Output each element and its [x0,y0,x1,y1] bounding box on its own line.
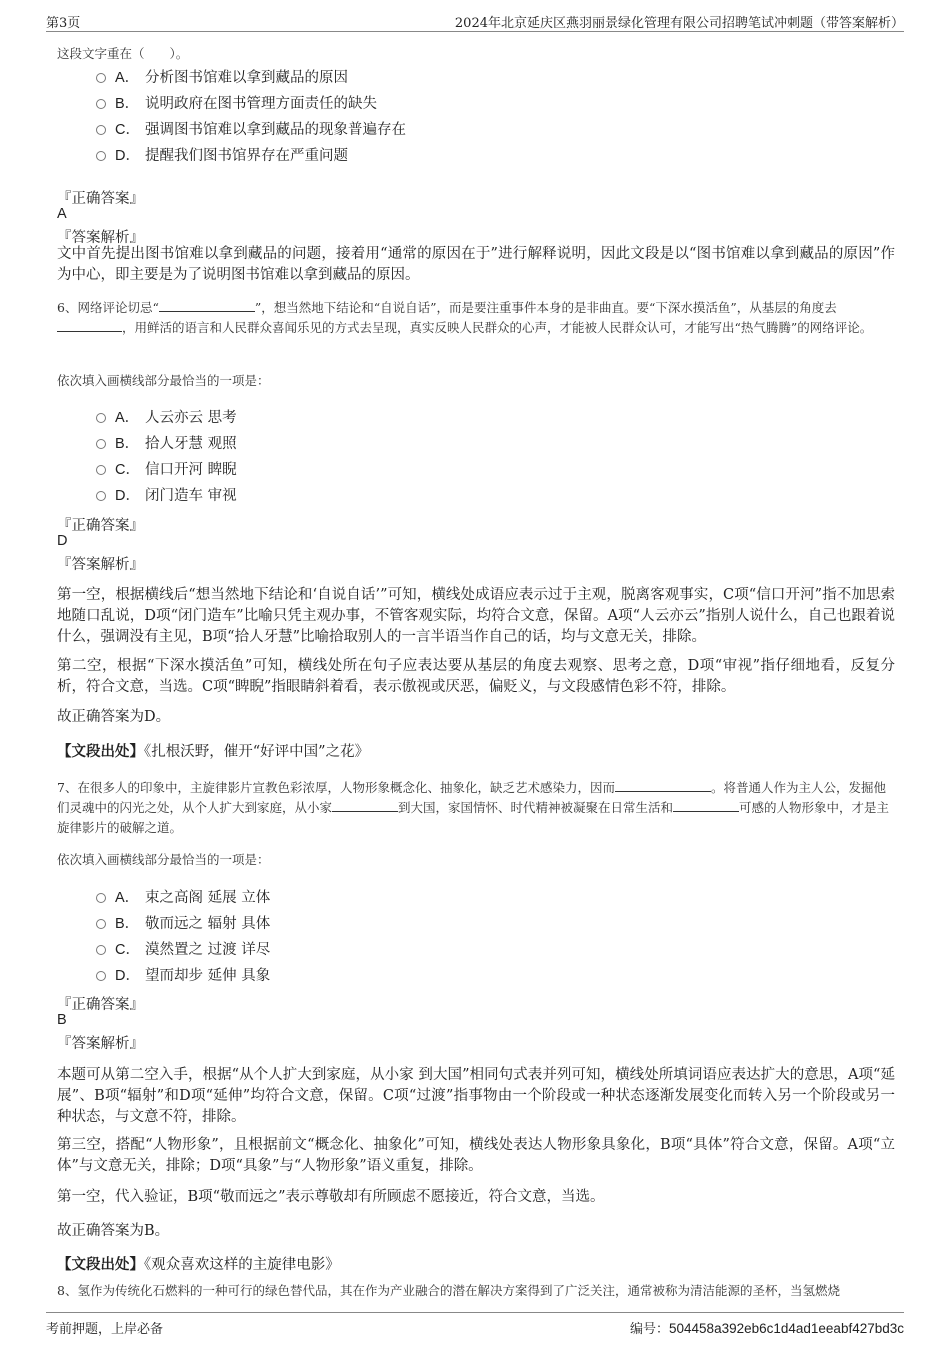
option-letter: B． [115,435,140,452]
q6-stem-part1: 6、网络评论切忌“ [57,300,159,315]
q7-analysis-p3: 第一空，代入验证，B项“敬而远之”表示尊敬却有所顾虑不愿接近，符合文意，当选。 [57,1189,605,1205]
q7-answer-label: 『正确答案』 [57,997,144,1013]
q7-option-b[interactable] [96,911,270,933]
footer-code [630,1318,904,1337]
code-label: 编号： [630,1322,670,1337]
q7-option-c[interactable] [96,937,270,959]
q7-analysis-label: 『答案解析』 [57,1036,144,1052]
source-label: 【文段出处】 [57,1256,144,1273]
q6-conclusion: 故正确答案为D。 [57,709,171,725]
footer-slogan: 考前押题，上岸必备 [46,1322,164,1337]
q6-stem-part2: ”，想当然地下结论和“自说自话”，而是要注重事件本身的是非曲直。要“下深水摸活鱼”，从基层的角度去 [254,300,837,315]
q5-answer-label: 『正确答案』 [57,191,144,207]
q6-analysis-p1: 第一空，根据横线后“想当然地下结论和‘自说自话’”可知，横线处成语应表示过于主观，脱离客观事实，C项“信口开河”指不加思索地随口乱说，D项“闭门造车”比喻只凭主观办事，不管客观实际，均符合文意，保留。A项“人云亦云”指别人说什么，自己也跟着说什么，强调没有主见，B项“拾人牙慧”比喻拾取别人的一言半语当作自己的话，均与文意无关，排除。 [57,587,895,645]
q7-prompt: 依次填入画横线部分最恰当的一项是： [57,852,270,867]
option-text: 强调图书馆难以拿到藏品的现象普遍存在 [145,121,406,138]
option-text: 闭门造车 审视 [145,487,237,504]
radio-icon[interactable] [96,919,106,929]
q7-blank-2 [332,798,398,812]
q7-conclusion: 故正确答案为B。 [57,1223,170,1239]
q7-source [57,1254,895,1276]
q5-option-d[interactable] [96,143,348,165]
code-value: 504458a392eb6c1d4ad1eeabf427bd3c [669,1321,904,1336]
q5-option-a[interactable] [96,65,348,87]
q7-stem [57,778,897,838]
source-title: 《扎根沃野，催开“好评中国”之花》 [144,744,370,760]
option-letter: D． [115,487,140,504]
q8-stem-clipped: 8、氢作为传统化石燃料的一种可行的绿色替代品，其在作为产业融合的潜在解决方案得到了广泛关注，通常被称为清洁能源的圣杯，当氢燃烧 [57,1283,840,1298]
q6-option-c[interactable] [96,457,237,479]
q6-answer: D [57,533,68,549]
radio-icon[interactable] [96,945,106,955]
option-letter: A． [115,69,140,86]
option-text: 拾人牙慧 观照 [145,435,237,452]
page-number: 第3页 [46,16,81,31]
option-letter: D． [115,967,140,984]
option-letter: C． [115,461,140,478]
q7-stem-part3: 到大国，家国情怀、时代精神被凝聚在日常生活和 [398,800,674,815]
radio-icon[interactable] [96,465,106,475]
q6-prompt: 依次填入画横线部分最恰当的一项是： [57,373,270,388]
option-letter: C． [115,941,140,958]
q7-option-a[interactable] [96,885,270,907]
q7-stem-part2: 。将普通人作为主人公，发掘他们灵魂中的闪光之处，从个人扩大到家庭，从小家 [57,780,886,815]
radio-icon[interactable] [96,413,106,423]
q5-analysis-label: 『答案解析』 [57,230,144,246]
option-text: 分析图书馆难以拿到藏品的原因 [145,69,348,86]
radio-icon[interactable] [96,439,106,449]
q7-analysis-p2: 第三空，搭配“人物形象”，且根据前文“概念化、抽象化”可知，横线处表达人物形象具象化，B项“具体”符合文意，保留。A项“立体”与文意无关，排除；D项“具象”与“人物形象”语义重复，排除。 [57,1137,895,1174]
q5-stem: 这段文字重在（ ）。 [57,46,189,61]
document-title: 2024年北京延庆区燕羽丽景绿化管理有限公司招聘笔试冲刺题（带答案解析） [454,16,904,31]
option-letter: D． [115,147,140,164]
q6-option-d[interactable] [96,483,237,505]
option-letter: B． [115,95,140,112]
q5-option-c[interactable] [96,117,406,139]
q6-blank-1 [159,298,255,312]
option-letter: A． [115,889,140,906]
q6-stem-part3: ，用鲜活的语言和人民群众喜闻乐见的方式去呈现，真实反映人民群众的心声，才能被人民群众认可，才能写出“热气腾腾”的网络评论。 [122,320,873,335]
q6-option-b[interactable] [96,431,237,453]
option-letter: A． [115,409,140,426]
q7-stem-part4: 可感的人物形象中，才是主旋律影片的破解之道。 [57,800,890,835]
q6-blank-2 [57,318,122,332]
q7-answer: B [57,1012,67,1028]
radio-icon[interactable] [96,99,106,109]
q7-stem-part1: 7、在很多人的印象中，主旋律影片宣教色彩浓厚，人物形象概念化、抽象化，缺乏艺术感染力，因而 [57,780,615,795]
page-header [46,10,904,32]
radio-icon[interactable] [96,491,106,501]
option-text: 漠然置之 过渡 详尽 [145,941,271,958]
q7-blank-3 [673,798,739,812]
q7-option-d[interactable] [96,963,270,985]
q5-answer: A [57,206,67,222]
radio-icon[interactable] [96,73,106,83]
q5-analysis: 文中首先提出图书馆难以拿到藏品的问题，接着用“通常的原因在于”进行解释说明，因此文段是以“图书馆难以拿到藏品的原因”作为中心，即主要是为了说明图书馆难以拿到藏品的原因。 [57,246,895,283]
option-text: 望而却步 延伸 具象 [145,967,271,984]
q6-option-a[interactable] [96,405,237,427]
q6-stem [57,298,897,338]
option-text: 人云亦云 思考 [145,409,237,426]
page-footer [46,1312,904,1336]
q8-clipped-region [46,1283,906,1300]
q7-blank-1 [615,778,711,792]
option-letter: B． [115,915,140,932]
q6-analysis-label: 『答案解析』 [57,557,144,573]
radio-icon[interactable] [96,893,106,903]
radio-icon[interactable] [96,125,106,135]
option-text: 信口开河 睥睨 [145,461,237,478]
q6-source [57,741,895,763]
option-text: 束之高阁 延展 立体 [145,889,271,906]
source-label: 【文段出处】 [57,743,144,760]
q7-analysis-p1: 本题可从第二空入手，根据“从个人扩大到家庭，从小家 到大国”相同句式表并列可知，横线处所填词语应表达扩大的意思，A项“延展”、B项“辐射”和D项“延伸”均符合文意，保留。C项“过渡”指事物由一个阶段或一种状态逐渐发展变化而转入另一个阶段或另一种状态，与文意不符，排除。 [57,1067,895,1125]
radio-icon[interactable] [96,151,106,161]
q5-option-b[interactable] [96,91,377,113]
option-letter: C． [115,121,140,138]
q6-analysis-p2: 第二空，根据“下深水摸活鱼”可知，横线处所在句子应表达要从基层的角度去观察、思考之意，D项“审视”指仔细地看，反复分析，符合文意，当选。C项“睥睨”指眼睛斜着看，表示傲视或厌恶，偏贬义，与文段感情色彩不符，排除。 [57,658,895,695]
option-text: 说明政府在图书管理方面责任的缺失 [145,95,377,112]
option-text: 敬而远之 辐射 具体 [145,915,271,932]
q6-answer-label: 『正确答案』 [57,518,144,534]
source-title: 《观众喜欢这样的主旋律电影》 [144,1257,340,1273]
option-text: 提醒我们图书馆界存在严重问题 [145,147,348,164]
radio-icon[interactable] [96,971,106,981]
